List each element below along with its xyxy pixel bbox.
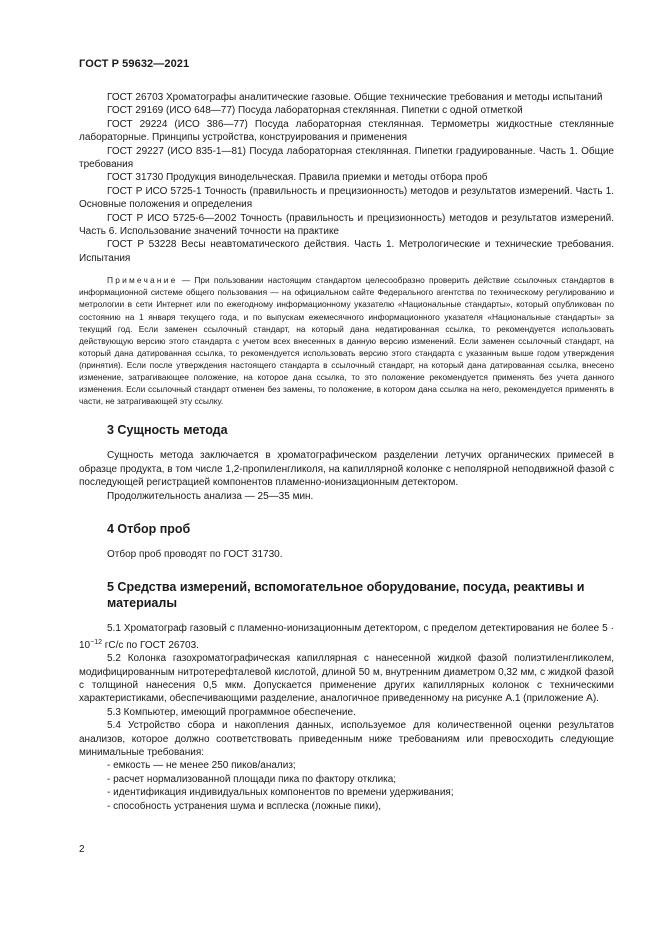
section-3-paragraph-2: Продолжительность анализа — 25—35 мин. <box>107 490 314 502</box>
section-4-paragraph-1: Отбор проб проводят по ГОСТ 31730. <box>107 548 283 560</box>
requirement-list-item: - емкость — не менее 250 пиков/анализ; <box>107 760 296 772</box>
note-text: — При пользовании настоящим стандартом целесообразно проверить действие ссылочных стандартов в информационной системе общего пользования — на официальном сайте Федерального агентства по техническому регулированию и метрологии в сети Интернет или по ежегодному информационному указателю «Национальные стандарты», который опубликован по состоянию на 1 января текущего года, и по выпускам ежемесячного информационного указателя «Национальные стандарты» за текущий год. Если заменен ссылочный стандарт, на который дана недатированная ссылка, то рекомендуется использовать действующую версию этого стандарта с учетом всех внесенных в данную версию изменений. Если заменен ссылочный стандарт, на который дана датированная ссылка, то рекомендуется использовать версию этого стандарта с указанным выше годом утверждения (принятия). Если после утверждения настоящего стандарта в ссылочный стандарт, на который дана датированная ссылка, внесено изменение, затрагивающее положение, на которое дана ссылка, то это положение рекомендуется применять без учета данного изменения. Если ссылочный стандарт отменен без замены, то положение, в котором дана ссылка на него, рекомендуется применять в части, не затрагивающей эту ссылку. <box>79 275 614 407</box>
reference-iso-5725-1: ГОСТ Р ИСО 5725-1 Точность (правильность и прецизионность) методов и результатов измерений. Часть 1. Основные положения и определения <box>79 185 614 211</box>
section-4-heading: 4 Отбор проб <box>107 521 191 536</box>
requirement-list-item: - идентификация индивидуальных компонентов по времени удерживания; <box>107 787 454 799</box>
reference-gost-53228: ГОСТ Р 53228 Весы неавтоматического действия. Часть 1. Метрологические и технические требования. Испытания <box>79 239 614 264</box>
section-3-paragraph-1: Сущность метода заключается в хроматографическом разделении летучих органических примесей в образце продукта, в том числе 1,2-пропиленгликоля, на капиллярной колонке с неполярной неподвижной фазой с последующей регистрацией компонентов пламенно-ионизационным детектором. <box>79 450 614 489</box>
note-paragraph <box>79 274 614 407</box>
page-content <box>79 91 614 813</box>
clause-5-1-text: 5.1 Хроматограф газовый с пламенно-ионизационным детектором, с пределом детектирования не более 5 · 10 <box>79 623 614 651</box>
note-label: Примечание <box>107 275 178 286</box>
requirement-list-item: - расчет нормализованной площади пика по фактору отклика; <box>107 773 397 785</box>
reference-gost-29227: ГОСТ 29227 (ИСО 835-1—81) Посуда лабораторная стеклянная. Пипетки градуированные. Часть 1. Общие требования <box>79 145 614 171</box>
document-code: ГОСТ Р 59632—2021 <box>79 58 190 70</box>
clause-5-1-exponent: −12 <box>90 638 102 646</box>
page-number: 2 <box>79 844 85 855</box>
reference-gost-29169: ГОСТ 29169 (ИСО 648—77) Посуда лабораторная стеклянная. Пипетки с одной отметкой <box>107 105 523 117</box>
clause-5-1-unit: гС/с по ГОСТ 26703. <box>102 639 199 651</box>
clause-5-4: 5.4 Устройство сбора и накопления данных, используемое для количественной оценки результатов анализов, которое должно соответствовать приведенным ниже требованиям или превосходить следующие минимальные требования: <box>79 720 614 758</box>
clause-5-3: 5.3 Компьютер, имеющий программное обеспечение. <box>107 706 356 718</box>
reference-iso-5725-6: ГОСТ Р ИСО 5725-6—2002 Точность (правильность и прецизионность) методов и результатов измерений. Часть 6. Использование значений точности на практике <box>79 212 614 238</box>
reference-gost-29224: ГОСТ 29224 (ИСО 386—77) Посуда лабораторная стеклянная. Термометры жидкостные стеклянные лабораторные. Принципы устройства, конструирования и применения <box>79 118 614 144</box>
reference-gost-26703: ГОСТ 26703 Хроматографы аналитические газовые. Общие технические требования и методы испытаний <box>107 92 603 103</box>
clause-5-2: 5.2 Колонка газохроматографическая капиллярная с нанесенной жидкой фазой полиэтиленгликолем, модифицированным нитротерефталевой кислотой, длиной 50 м, внутренним диаметром 0,32 мм, с жидкой фазой с толщиной нанесения 0,5 мкм. Допускается применение других капиллярных колонок с техническими характеристиками, обеспечивающими разделение, аналогичное приведенному на рисунке А.1 (приложение А). <box>79 653 614 705</box>
reference-gost-31730: ГОСТ 31730 Продукция винодельческая. Правила приемки и методы отбора проб <box>107 172 488 184</box>
clause-5-1 <box>79 622 614 652</box>
requirement-list-item: - способность устранения шума и всплеска (ложные пики), <box>107 800 382 812</box>
section-5-heading: 5 Средства измерений, вспомогательное оборудование, посуда, реактивы и материалы <box>107 580 585 611</box>
section-3-heading: 3 Сущность метода <box>107 423 228 438</box>
